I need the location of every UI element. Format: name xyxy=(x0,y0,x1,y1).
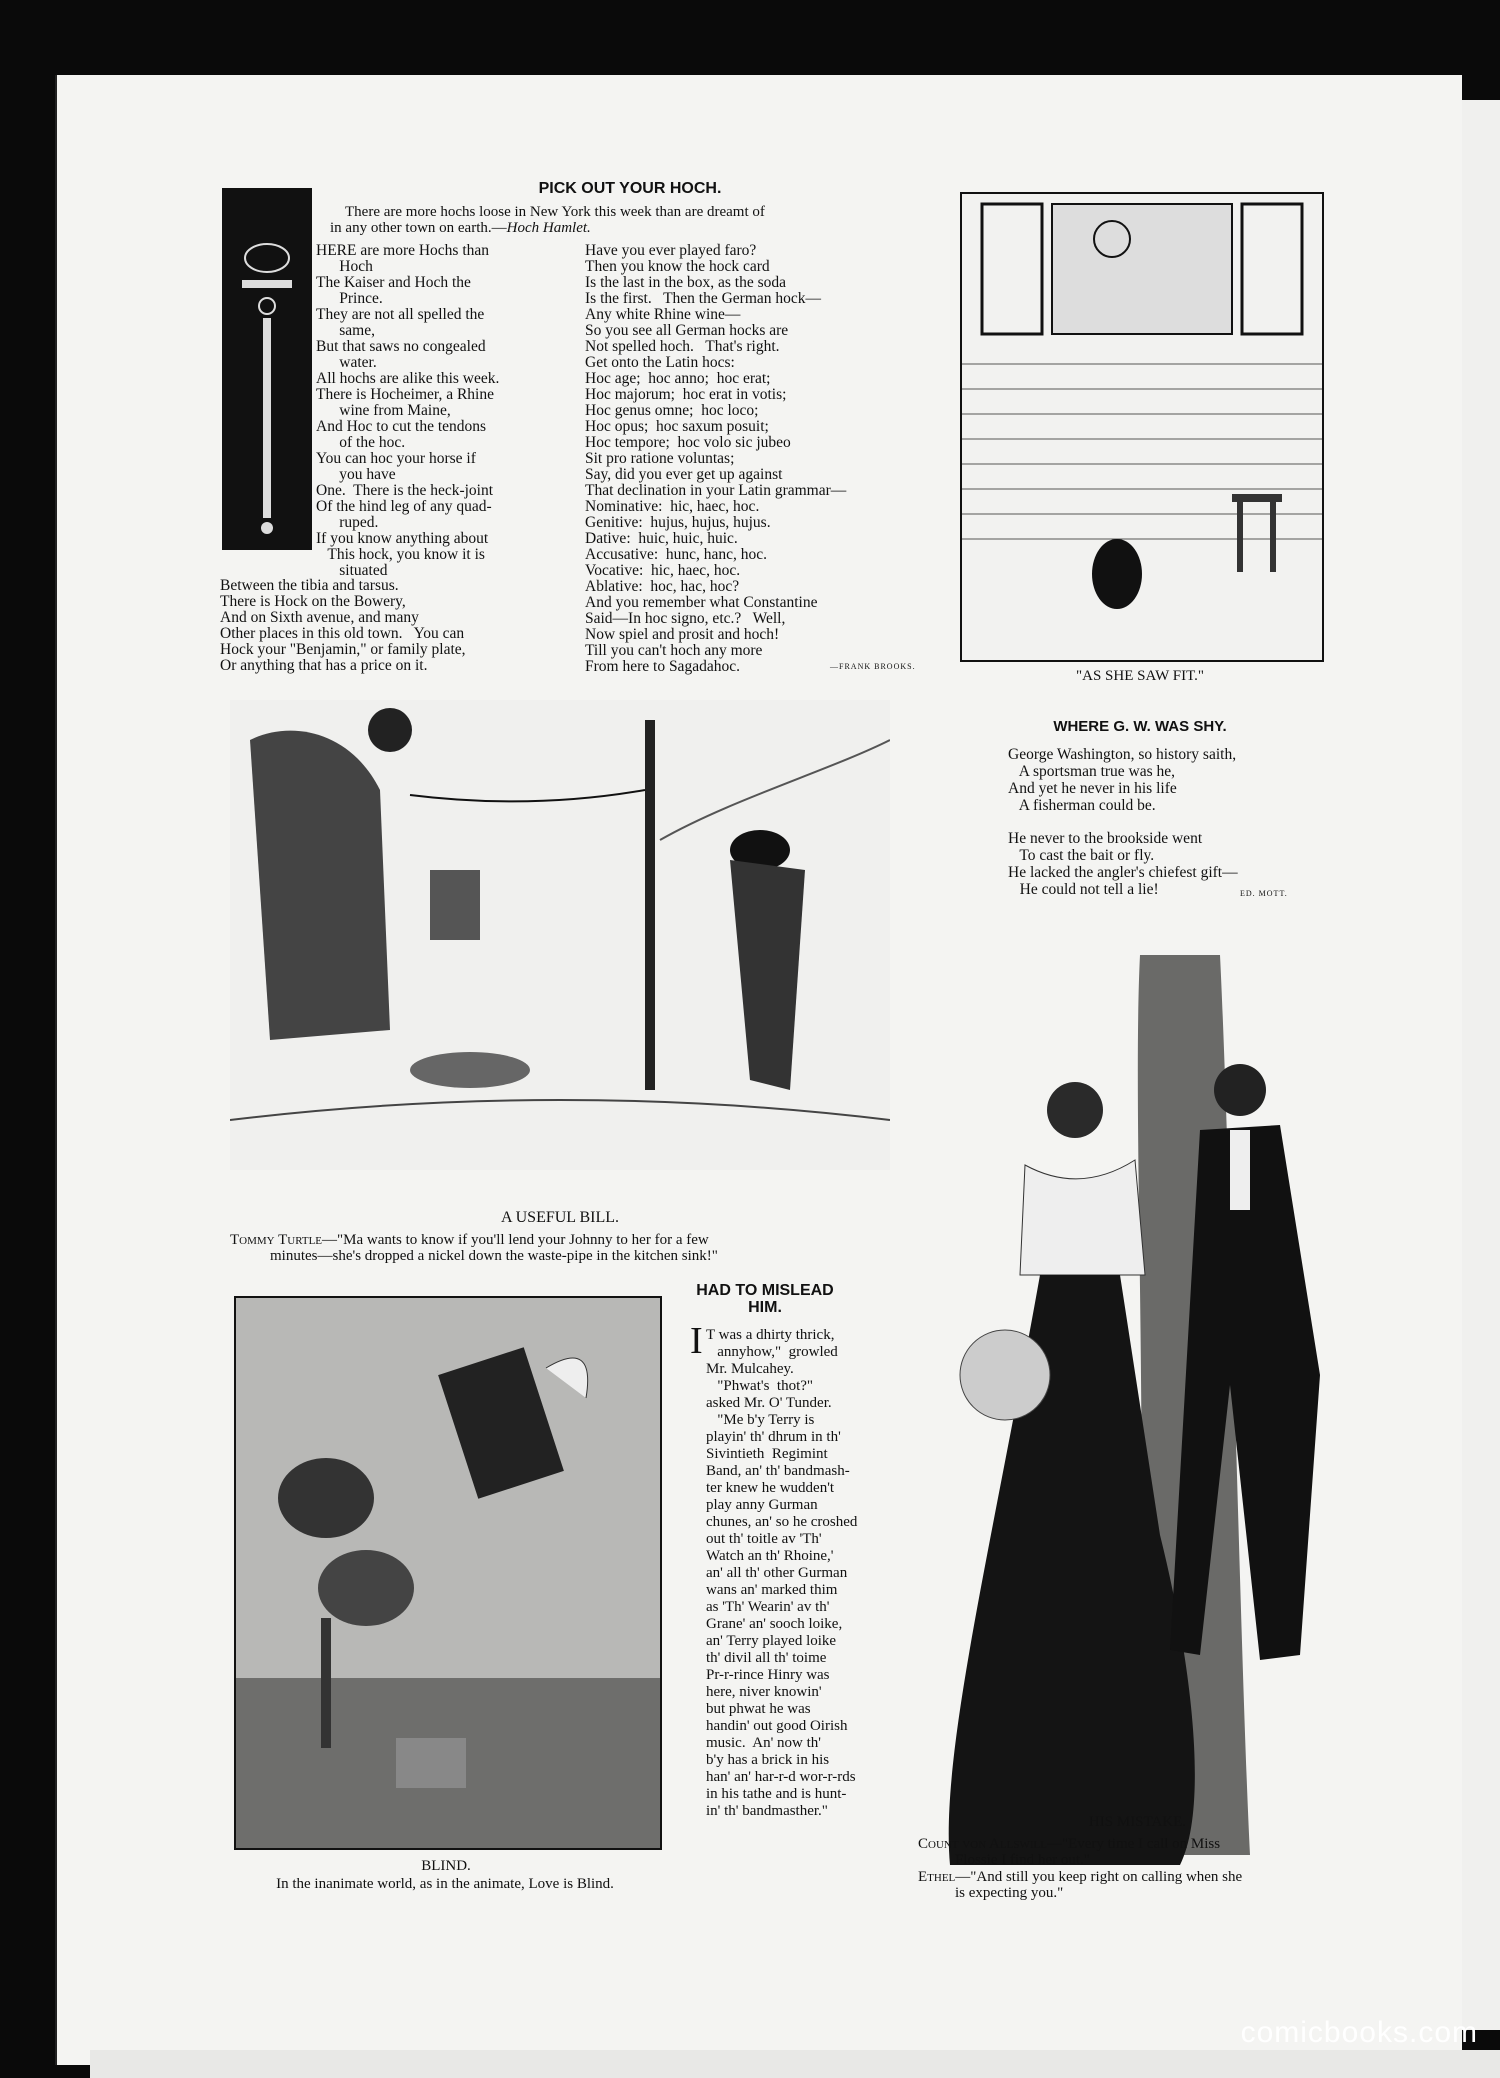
mislead-body: T was a dhirty thrick, annyhow," growled Mr. Mulcahey. "Phwat's thot?" asked Mr. O' Tunder. "Me b'y Terry is playin' th' dhrum in th' Sivintieth Regimint Band, an' th' bandmash- ter knew he wudden't play anny Gurman chunes, an' so he croshed out th' toitle av 'Th' Watch an th' Rhoine,' an' all th' other Gurman wans an' marked thim as 'Th' Wearin' av th' Grane' an' sooch loike, an' Terry played loike th' divil all th' toime Pr-r-rince Hinry was here, niver knowin' but phwat he was handin' out good Oirish music. An' now th' b'y has a brick in his han' an' har-r-d wor-r-rds in his tathe and is hunt- in' th' bandmasther." xyxy=(706,1327,858,1819)
hoch-column-2: Have you ever played faro? Then you know the hock card Is the last in the box, as the soda Is the first. Then the German hock— Any white Rhine wine— So you see all German hocks are Not spelled hoch. That's right. Get onto the Latin hocs: Hoc age; hoc anno; hoc erat; Hoc majorum; hoc erat in votis; Hoc genus omne; hoc loco; Hoc opus; hoc saxum posuit; Hoc tempore; hoc volo sic jubeo Sit pro ratione voluntas; Say, did you ever get up against That declination in your Latin grammar— Nominative: hic, haec, hoc. Genitive: hujus, hujus, hujus. Dative: huic, huic, huic. Accusative: hunc, hanc, hoc. Vocative: hic, haec, hoc. Ablative: hoc, hac, hoc? And you remember what Constantine Said—In hoc signo, etc.? Well, Now spiel and prosit and hoch! Till you can't hoch any more From here to Sagadahoc. xyxy=(585,242,847,675)
his-mistake-illustration xyxy=(930,955,1345,1875)
useful-bill-dialogue-2: minutes—she's dropped a nickel down the waste-pipe in the kitchen sink!" xyxy=(270,1248,718,1264)
blind-title: BLIND. xyxy=(421,1858,471,1874)
his-mistake-title: HIS MISTAKE. xyxy=(1088,1814,1187,1830)
gw-stanza-1: George Washington, so history saith, A sportsman true was he, And yet he never in his life A fisherman could be. xyxy=(1008,746,1237,814)
blind-caption: In the inanimate world, as in the animate, Love is Blind. xyxy=(276,1876,614,1892)
useful-bill-title: A USEFUL BILL. xyxy=(500,1209,620,1226)
next-page-strip xyxy=(90,2050,1500,2078)
hoch-column-1-bottom: Between the tibia and tarsus. There is Hock on the Bowery, And on Sixth avenue, and many Other places in this old town. You can Hock your "Benjamin," or family plate, Or anything that has a price on it. xyxy=(220,577,466,674)
his-mistake-dialogue-1: Count von Allswill—"Every time I call on Miss xyxy=(918,1836,1221,1852)
saw-fit-illustration xyxy=(960,192,1324,662)
his-mistake-dialogue-2: Ethel—"And still you keep right on calling when she xyxy=(918,1869,1243,1885)
adjacent-page-edge xyxy=(1462,100,1500,2030)
mislead-title: HAD TO MISLEAD HIM. xyxy=(696,1282,834,1316)
site-watermark: comicbooks.com xyxy=(1240,2016,1478,2049)
blind-illustration xyxy=(234,1296,662,1850)
gw-title: WHERE G. W. WAS SHY. xyxy=(1053,718,1227,735)
useful-bill-illustration xyxy=(230,700,890,1170)
gw-author: ED. MOTT. xyxy=(1240,889,1288,898)
his-mistake-dialogue-1b: Flossie I find her out." xyxy=(955,1852,1090,1868)
saw-fit-caption: "AS SHE SAW FIT." xyxy=(1075,668,1204,684)
gw-stanza-2: He never to the brookside went To cast the bait or fly. He lacked the angler's chiefest gift— He could not tell a lie! xyxy=(1008,830,1238,898)
his-mistake-dialogue-2b: is expecting you." xyxy=(955,1885,1064,1901)
hoch-author: —FRANK BROOKS. xyxy=(830,662,916,671)
hoch-intro-1: There are more hochs loose in New York this week than are dreamt of xyxy=(345,204,765,220)
hoch-title: PICK OUT YOUR HOCH. xyxy=(538,180,722,197)
hoch-intro-2: in any other town on earth.—Hoch Hamlet. xyxy=(330,220,591,236)
hoch-column-1: HERE are more Hochs than Hoch The Kaiser and Hoch the Prince. They are not all spelled the same, But that saws no congealed water. All hochs are alike this week. There is Hocheimer, a Rhine wine from Maine, And Hoc to cut the tendons of the hoc. You can hoc your horse if you have One. There is the heck-joint Of the hind leg of any quad- ruped. If you know anything about This hock, you know it is situated xyxy=(316,242,500,579)
hoch-ornament xyxy=(222,188,312,550)
useful-bill-dialogue-1: Tommy Turtle—"Ma wants to know if you'll lend your Johnny to her for a few xyxy=(230,1232,709,1248)
mislead-dropcap: I xyxy=(690,1320,703,1362)
